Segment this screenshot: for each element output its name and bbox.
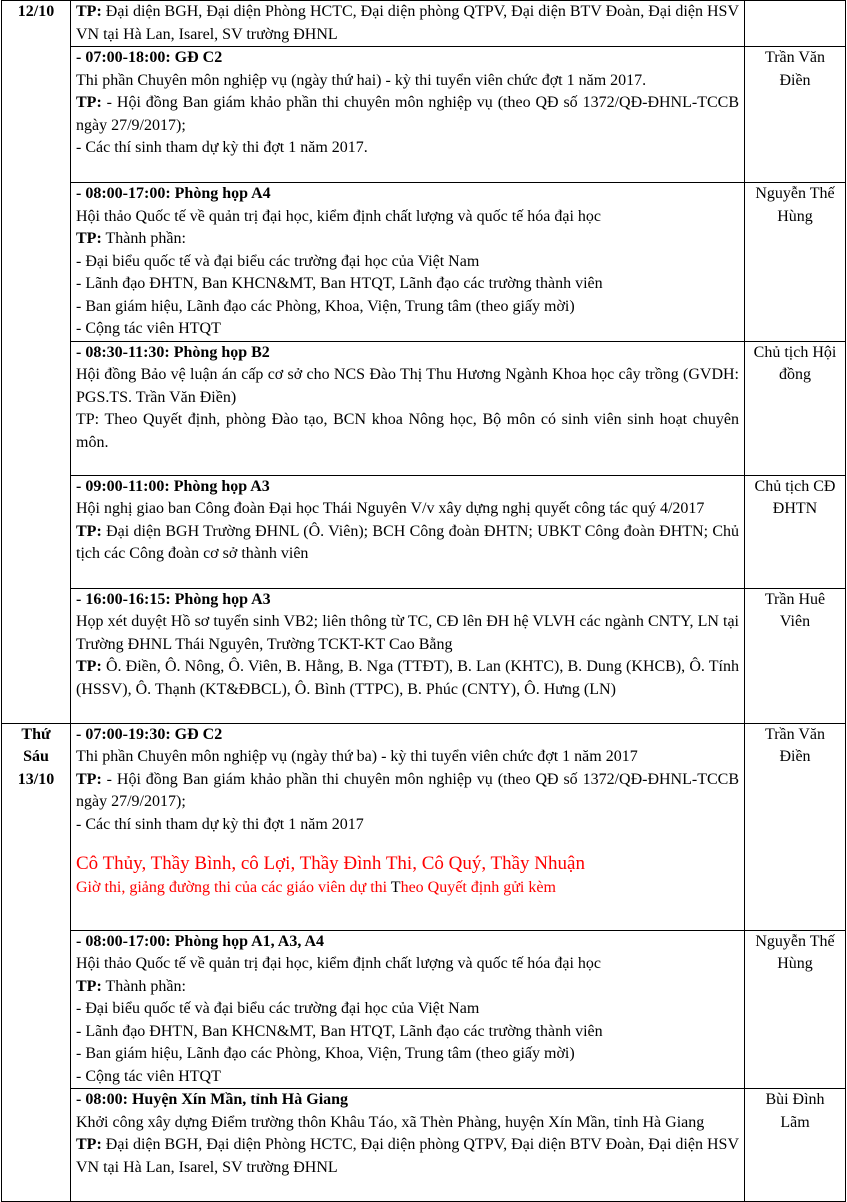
event-heading: - 08:30-11:30: Phòng họp B2 bbox=[76, 343, 270, 361]
event-heading: - 07:00-18:00: GĐ C2 bbox=[76, 49, 223, 66]
participants-text: - Hội đồng Ban giám khảo phần thi chuyên môn nghiệp vụ (theo QĐ số 1372/QĐ-ĐHNL-TCCB ngày 27/9/2017); bbox=[76, 770, 739, 810]
event-description: Khởi công xây dựng Điểm trường thôn Khâu Táo, xã Thèn Phàng, huyện Xín Mần, tỉnh Hà Giang bbox=[76, 1113, 705, 1131]
participants-label: TP: bbox=[76, 770, 102, 788]
event-heading: - 08:00-17:00: Phòng họp A4 bbox=[76, 185, 271, 202]
participant-item: - Cộng tác viên HTQT bbox=[76, 320, 221, 337]
event-cell bbox=[71, 47, 745, 183]
table-row bbox=[2, 183, 846, 342]
host-name: Trần Văn Điền bbox=[764, 725, 825, 765]
table-row bbox=[2, 930, 846, 1089]
host-cell bbox=[745, 723, 846, 930]
red-subnotice: Giờ thi, giảng đường thi của các giáo viên dự thi Theo Quyết định gửi kèm bbox=[76, 879, 556, 896]
event-description: Hội thảo Quốc tế về quản trị đại học, kiểm định chất lượng và quốc tế hóa đại học bbox=[76, 955, 601, 972]
participants-text: Đại diện BGH, Đại diện Phòng HCTC, Đại diện phòng QTPV, Đại diện BTV Đoàn, Đại diện HSV VN tại Hà Lan, Isarel, SV trường ĐHNL bbox=[76, 1136, 739, 1176]
host-name: Chủ tịch Hội đồng bbox=[753, 343, 837, 383]
host-cell bbox=[745, 475, 846, 588]
table-row bbox=[2, 1, 846, 47]
participant-item: - Đại biểu quốc tế và đại biểu các trường đại học của Việt Nam bbox=[76, 1000, 480, 1017]
event-cell bbox=[71, 475, 745, 588]
event-heading: - 08:00-17:00: Phòng họp A1, A3, A4 bbox=[76, 932, 325, 950]
event-heading: - 08:00: Huyện Xín Mần, tỉnh Hà Giang bbox=[76, 1091, 349, 1108]
event-description: Hội nghị giao ban Công đoàn Đại học Thái Nguyên V/v xây dựng nghị quyết công tác quý 4/2017 bbox=[76, 500, 705, 517]
participants-label: TP: bbox=[76, 658, 102, 675]
host-name: Trần Văn Điền bbox=[764, 49, 825, 89]
host-name: Chủ tịch CĐ ĐHTN bbox=[754, 477, 836, 517]
host-cell bbox=[745, 1089, 846, 1202]
event-heading: - 16:00-16:15: Phòng họp A3 bbox=[76, 590, 271, 608]
event-cell bbox=[71, 341, 745, 475]
participants-label: TP: bbox=[76, 3, 102, 20]
participants-text: Ô. Điền, Ô. Nông, Ô. Viên, B. Hằng, B. Nga (TTĐT), B. Lan (KHTC), B. Dung (KHCB), Ô. Tính (HSSV), Ô. Thạnh (KT&ĐBCL), Ô. Bình (TTPC), B. Phúc (CNTY), Ô. Hưng (LN) bbox=[76, 658, 739, 698]
event-note: - Các thí sinh tham dự kỳ thi đợt 1 năm 2017. bbox=[76, 139, 368, 156]
table-row bbox=[2, 341, 846, 475]
red-notice: Cô Thủy, Thầy Bình, cô Lợi, Thầy Đình Thi, Cô Quý, Thầy Nhuận bbox=[76, 853, 585, 874]
event-cell bbox=[71, 183, 745, 342]
participants-text: TP: Theo Quyết định, phòng Đào tạo, BCN khoa Nông học, Bộ môn có sinh viên sinh hoạt chuyên môn. bbox=[76, 411, 739, 451]
participants-label: TP: bbox=[76, 977, 102, 995]
participants-text: Đại diện BGH Trường ĐHNL (Ô. Viên); BCH Công đoàn ĐHTN; UBKT Công đoàn ĐHTN; Chủ tịch các Công đoàn cơ sở thành viên bbox=[76, 522, 739, 562]
participants-label: TP: bbox=[76, 94, 102, 111]
event-cell bbox=[71, 1, 745, 47]
participants-label: TP: bbox=[76, 522, 102, 540]
event-heading: - 09:00-11:00: Phòng họp A3 bbox=[76, 477, 270, 495]
event-description: Thi phần Chuyên môn nghiệp vụ (ngày thứ ba) - kỳ thi tuyển viên chức đợt 1 năm 2017 bbox=[76, 748, 638, 765]
participant-item: - Cộng tác viên HTQT bbox=[76, 1067, 221, 1085]
event-cell bbox=[71, 723, 745, 930]
host-cell bbox=[745, 183, 846, 342]
participants-text: Đại diện BGH, Đại diện Phòng HCTC, Đại diện phòng QTPV, Đại diện BTV Đoàn, Đại diện HSV VN tại Hà Lan, Isarel, SV trường ĐHNL bbox=[76, 3, 739, 43]
participant-item: - Lãnh đạo ĐHTN, Ban KHCN&MT, Ban HTQT, Lãnh đạo các trường thành viên bbox=[76, 275, 603, 292]
table-row bbox=[2, 723, 846, 930]
table-row bbox=[2, 1089, 846, 1202]
event-note: - Các thí sinh tham dự kỳ thi đợt 1 năm 2017 bbox=[76, 815, 364, 833]
event-description: Họp xét duyệt Hồ sơ tuyển sinh VB2; liên thông từ TC, CĐ lên ĐH hệ VLVH các ngành CNTY, LN tại Trường ĐHNL Thái Nguyên, Trường TCKT-KT Cao Bằng bbox=[76, 613, 739, 653]
day-label: 13/10 bbox=[17, 770, 55, 788]
host-name: Nguyễn Thế Hùng bbox=[755, 185, 835, 225]
schedule-table bbox=[1, 0, 846, 1202]
participant-item: - Đại biểu quốc tế và đại biểu các trường đại học của Việt Nam bbox=[76, 252, 480, 270]
event-cell bbox=[71, 588, 745, 723]
host-name: Nguyễn Thế Hùng bbox=[755, 932, 835, 972]
day-label: Sáu bbox=[23, 748, 49, 765]
participant-item: - Ban giám hiệu, Lãnh đạo các Phòng, Khoa, Viện, Trung tâm (theo giấy mời) bbox=[76, 297, 575, 315]
event-description: Hội thảo Quốc tế về quản trị đại học, kiểm định chất lượng và quốc tế hóa đại học bbox=[76, 207, 601, 225]
host-name: Trần Huê Viên bbox=[764, 590, 826, 630]
day-cell bbox=[2, 1, 71, 724]
event-heading: - 07:00-19:30: GĐ C2 bbox=[76, 725, 223, 743]
participants-text: Thành phần: bbox=[101, 230, 186, 247]
host-cell bbox=[745, 1, 846, 47]
day-cell bbox=[2, 723, 71, 1202]
participants-text: - Hội đồng Ban giám khảo phần thi chuyên môn nghiệp vụ (theo QĐ số 1372/QĐ-ĐHNL-TCCB ngày 27/9/2017); bbox=[76, 94, 739, 134]
table-row bbox=[2, 588, 846, 723]
participants-label: TP: bbox=[76, 1136, 102, 1153]
participants-text: Thành phần: bbox=[101, 977, 186, 995]
event-cell bbox=[71, 930, 745, 1089]
participant-item: - Lãnh đạo ĐHTN, Ban KHCN&MT, Ban HTQT, Lãnh đạo các trường thành viên bbox=[76, 1022, 603, 1040]
day-label: Thứ bbox=[21, 725, 51, 743]
participant-item: - Ban giám hiệu, Lãnh đạo các Phòng, Khoa, Viện, Trung tâm (theo giấy mời) bbox=[76, 1045, 575, 1062]
host-cell bbox=[745, 588, 846, 723]
host-cell bbox=[745, 47, 846, 183]
host-cell bbox=[745, 930, 846, 1089]
event-description: Hội đồng Bảo vệ luận án cấp cơ sở cho NCS Đào Thị Thu Hương Ngành Khoa học cây trồng (GVDH: PGS.TS. Trần Văn Điền) bbox=[76, 366, 739, 406]
participants-label: TP: bbox=[76, 230, 102, 247]
day-label: 12/10 bbox=[17, 3, 55, 20]
host-cell bbox=[745, 341, 846, 475]
table-row bbox=[2, 47, 846, 183]
event-cell bbox=[71, 1089, 745, 1202]
event-description: Thi phần Chuyên môn nghiệp vụ (ngày thứ hai) - kỳ thi tuyển viên chức đợt 1 năm 2017. bbox=[76, 71, 647, 89]
host-name: Bùi Đình Lãm bbox=[765, 1091, 825, 1131]
table-row bbox=[2, 475, 846, 588]
